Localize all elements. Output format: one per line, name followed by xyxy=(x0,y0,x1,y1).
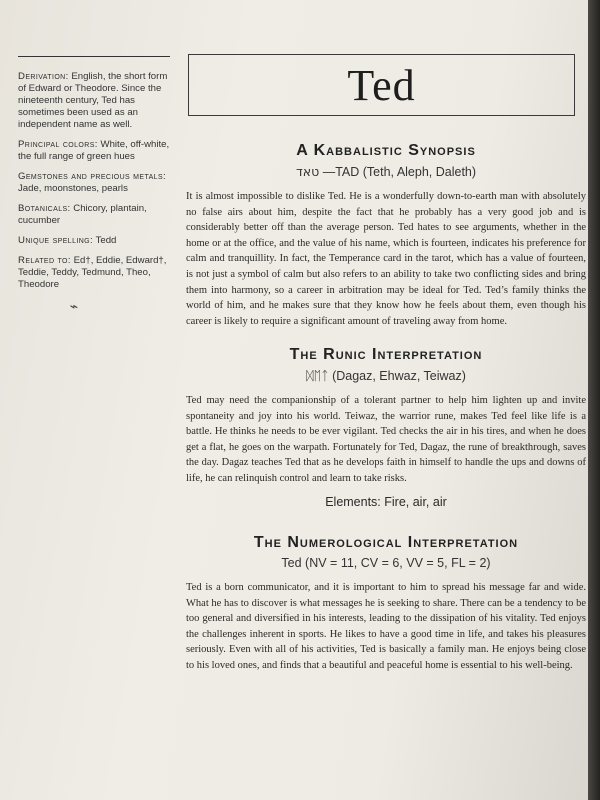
page-title: Ted xyxy=(347,60,416,110)
runic-subheading xyxy=(186,368,586,383)
title-box xyxy=(188,54,575,116)
sidebar-botanicals xyxy=(18,203,170,227)
kabbalistic-heading: A Kabbalistic Synopsis xyxy=(296,142,476,159)
kabbalistic-subheading xyxy=(186,164,586,179)
botanicals-label: Botanicals: xyxy=(18,203,71,214)
sidebar-rule xyxy=(18,56,170,57)
page-edge-shadow xyxy=(588,0,600,800)
kabbalistic-section xyxy=(186,142,586,329)
spelling-text: Tedd xyxy=(93,235,117,246)
hebrew-letters: טאד xyxy=(295,164,320,179)
sidebar-gemstones xyxy=(18,171,170,195)
colors-label: Principal colors: xyxy=(18,139,98,150)
flourish-icon: ⌁ xyxy=(69,299,79,315)
numerological-subheading: Ted (NV = 11, CV = 6, VV = 5, FL = 2) xyxy=(281,556,491,570)
runic-heading: The Runic Interpretation xyxy=(289,346,483,363)
sidebar xyxy=(18,56,170,315)
sidebar-derivation xyxy=(18,71,170,131)
runic-elements: Elements: Fire, air, air xyxy=(325,494,447,509)
sidebar-colors xyxy=(18,139,170,163)
related-label: Related to: xyxy=(18,255,71,266)
kabbalistic-sub-text: —TAD (Teth, Aleph, Daleth) xyxy=(319,165,477,179)
numerological-heading: The Numerological Interpretation xyxy=(253,534,519,551)
rune-glyphs: ᛞᛖᛏ xyxy=(306,368,329,383)
runic-body: Ted may need the companionship of a tolerant partner to help him lighten up and invite spontaneity and joy into his world. Teiwaz, the warrior rune, makes Ted feel like life is a battle. He thinks he needs to be ever vigilant. Ted checks the air in his tires, and when he does get a flat, he goes on the warpath. Fortunately for Ted, Dagaz, the rune of breakthrough, saves the day. Dagaz teaches Ted that as he develops faith in himself to handle the ups and downs of life, he can relinquish control and learn to take risks. xyxy=(186,395,586,484)
sidebar-spelling xyxy=(18,235,170,247)
numerological-section xyxy=(186,534,586,674)
runic-sub-text: (Dagaz, Ehwaz, Teiwaz) xyxy=(328,369,466,383)
botanicals-text: Chicory, plantain, cucumber xyxy=(18,203,147,226)
derivation-label: Derivation: xyxy=(18,71,69,82)
sidebar-related xyxy=(18,255,170,291)
colors-text: White, off-white, the full range of green hues xyxy=(18,139,170,162)
runic-section xyxy=(186,346,586,509)
derivation-text: English, the short form of Edward or Theodore. Since the nineteenth century, Ted has sometimes been used as an independent name as well. xyxy=(18,71,168,130)
related-text: Ed†, Eddie, Edward†, Teddie, Teddy, Tedmund, Theo, Theodore xyxy=(18,255,167,290)
numerological-body: Ted is a born communicator, and it is important to him to spread his message far and wide. What he has to discover is what messages he is seeking to share. There can be a tendency to be too general and diversified in his interests, leading to the dissipation of his vitality. Ted enjoys the challenges inherent in sports. He likes to have a good time in life, and takes his pleasures seriously. Even with all of his activities, Ted is basically a family man. He enjoys being close to his loved ones, and finds that a beautiful and peaceful home is essential to his well-being. xyxy=(186,582,586,671)
kabbalistic-body: It is almost impossible to dislike Ted. He is a wonderfully down-to-earth man with absolutely no false airs about him, despite the fact that he probably has a very good job and is considerably better off than the average person. Ted hates to see arguments, whether in the home or at the office, and the value of his name, which is fourteen, indicates his preference for calm and tranquillity. In fact, the Temperance card in the tarot, which has a value of fourteen, is not just a symbol of calm but also refers to an ability to take two conflicting sides and bring them into harmony, so a career in arbitration may be ideal for Ted. Ted’s family thinks the world of him, and he makes sure that they know how he feels about them, even though his career is likely to require a significant amount of traveling away from home. xyxy=(186,191,586,327)
spelling-label: Unique spelling: xyxy=(18,235,94,246)
gemstones-text: Jade, moonstones, pearls xyxy=(18,183,128,194)
gemstones-label: Gemstones and precious metals: xyxy=(18,171,167,182)
